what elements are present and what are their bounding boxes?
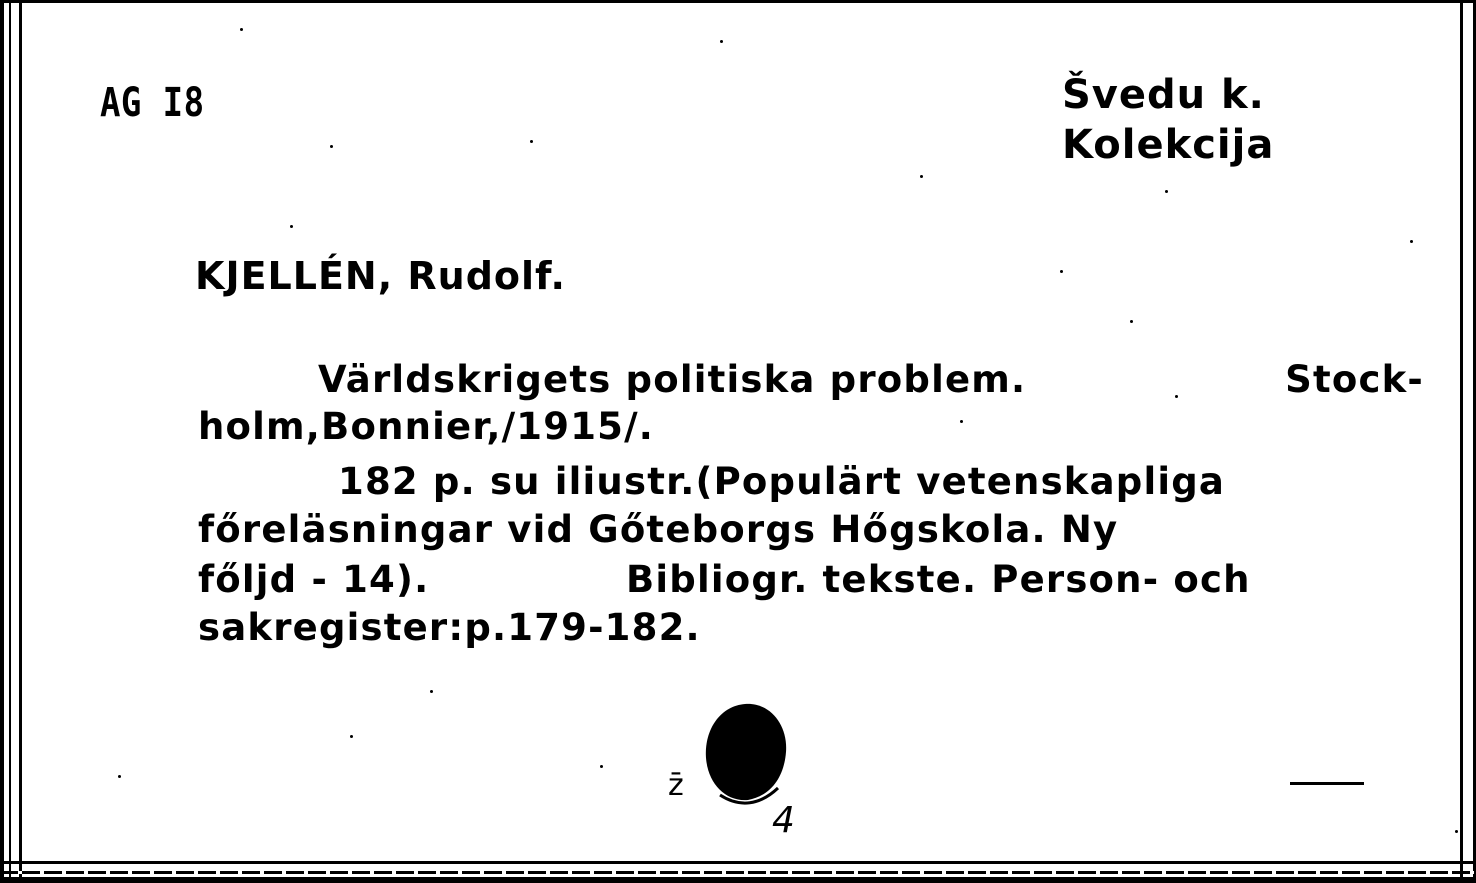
speck (920, 175, 923, 178)
speck (960, 420, 963, 423)
card-bottom-edge (0, 861, 1476, 883)
description-line-4: sakregister:p.179-182. (198, 606, 701, 649)
ink-blot (700, 700, 790, 810)
card-right-edge (1460, 0, 1476, 883)
handwritten-mark-left: z̄ (668, 768, 684, 803)
speck (600, 765, 603, 768)
title-text: Världskrigets politiska problem. (318, 358, 1027, 401)
speck (1165, 190, 1168, 193)
shelf-mark: AG I8 (100, 80, 205, 126)
speck (1175, 395, 1178, 398)
description-line-2: főreläsningar vid Gőteborgs Hőgskola. Ny (198, 508, 1119, 551)
speck (118, 775, 121, 778)
description-line-1: 182 p. su iliustr.(Populärt vetenskapliga (338, 460, 1226, 503)
pen-dash (1290, 782, 1364, 785)
speck (1455, 830, 1458, 833)
speck (1130, 320, 1133, 323)
collection-line-2: Kolekcija (1062, 122, 1275, 168)
speck (240, 28, 243, 31)
author-heading: KJELLÉN, Rudolf. (195, 254, 566, 298)
imprint-line: holm,Bonnier,/1915/. (198, 405, 655, 448)
collection-line-1: Švedu k. (1062, 72, 1265, 118)
speck (530, 140, 533, 143)
card-top-edge (0, 0, 1476, 3)
place-text: Stock- (1285, 358, 1424, 401)
handwritten-mark-right: 4 (772, 800, 795, 841)
speck (430, 690, 433, 693)
series-number: főljd - 14). (198, 558, 430, 601)
speck (1060, 270, 1063, 273)
bibliography-note: Bibliogr. tekste. Person- och (626, 558, 1251, 601)
speck (350, 735, 353, 738)
collection-label (1062, 70, 1274, 170)
speck (1410, 240, 1413, 243)
speck (290, 225, 293, 228)
card-left-edge (0, 0, 22, 883)
speck (720, 40, 723, 43)
speck (330, 145, 333, 148)
